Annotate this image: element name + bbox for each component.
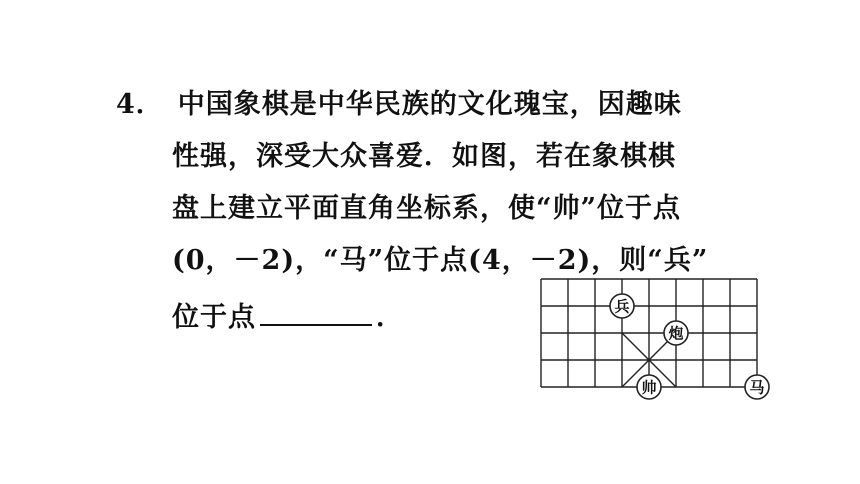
- chess-board-diagram: [536, 276, 772, 404]
- problem-text-1: 中国象棋是中华民族的文化瑰宝，因趣味: [177, 89, 682, 120]
- piece-bing: [610, 294, 634, 318]
- answer-prefix: 位于点: [172, 302, 256, 333]
- answer-blank[interactable]: [260, 296, 372, 326]
- problem-line-2: 性强，深受大众喜爱．如图，若在象棋棋: [172, 141, 676, 172]
- piece-ma: [745, 375, 769, 399]
- piece-label: 炮: [668, 324, 684, 343]
- problem-line-3: 盘上建立平面直角坐标系，使“帅”位于点: [172, 193, 682, 224]
- problem-line-1: [116, 88, 682, 122]
- problem-number: 4．: [116, 89, 164, 120]
- piece-label: 马: [749, 378, 765, 397]
- problem-line-4: (0，－2)，“马”位于点(4，－2)，则“兵”: [172, 245, 709, 276]
- piece-shuai: [637, 375, 661, 399]
- problem-line-5: [172, 296, 404, 335]
- piece-pao: [664, 321, 688, 345]
- board-grid: [541, 279, 757, 387]
- answer-suffix: ．: [376, 302, 404, 333]
- piece-label: 兵: [614, 297, 630, 316]
- piece-label: 帅: [641, 378, 657, 397]
- board-pieces: [610, 294, 769, 399]
